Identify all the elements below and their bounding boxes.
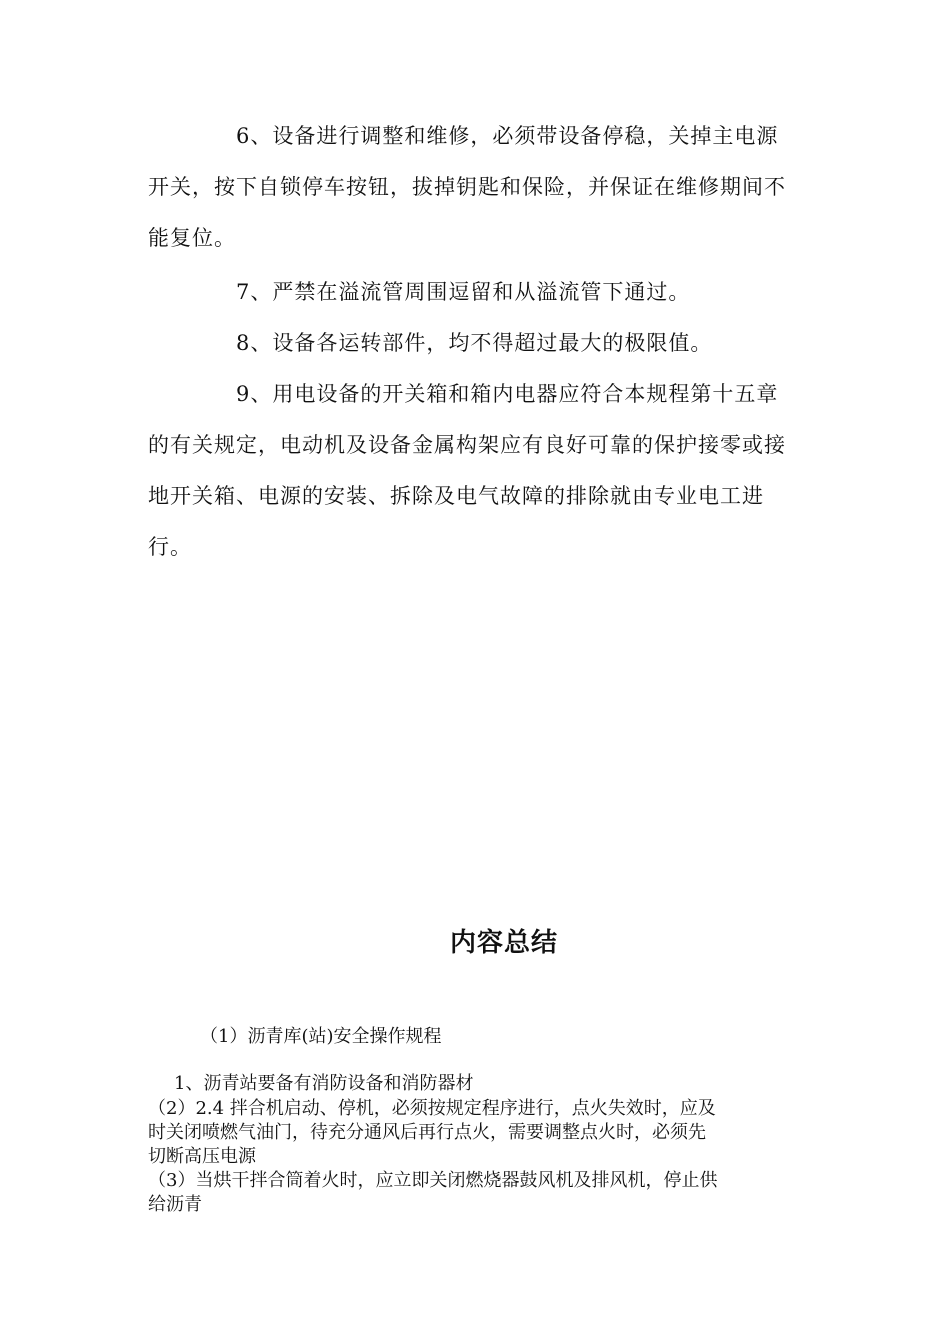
paragraph-line: 地开关箱、电源的安装、拆除及电气故障的排除就由专业电工进 (148, 484, 764, 508)
paragraph-line: 开关，按下自锁停车按钮，拔掉钥匙和保险，并保证在维修期间不 (148, 175, 786, 199)
summary-title: 内容总结 (449, 928, 558, 958)
body-paragraph-8 (148, 318, 804, 369)
line-text: 7、严禁在溢流管周围逗留和从溢流管下通过。 (236, 280, 691, 304)
paragraph-line (148, 369, 804, 420)
line-text: 6、设备进行调整和维修，必须带设备停稳，关掉主电源 (236, 124, 779, 148)
summary-line: 时关闭喷燃气油门，待充分通风后再行点火，需要调整点火时，必须先 (148, 1122, 706, 1143)
paragraph-line: 的有关规定，电动机及设备金属构架应有良好可靠的保护接零或接 (148, 433, 786, 457)
line-text: 9、用电设备的开关箱和箱内电器应符合本规程第十五章 (236, 382, 779, 406)
paragraph-line: 行。 (148, 535, 192, 559)
paragraph-line (148, 318, 804, 369)
line-text: 8、设备各运转部件，均不得超过最大的极限值。 (236, 331, 713, 355)
summary-line: （2）2.4 拌合机启动、停机，必须按规定程序进行，点火失效时，应及 (148, 1098, 716, 1119)
summary-line: 1、沥青站要备有消防设备和消防器材 (174, 1073, 474, 1094)
summary-line: 给沥青 (148, 1194, 202, 1215)
summary-line: （3）当烘干拌合筒着火时，应立即关闭燃烧器鼓风机及排风机，停止供 (148, 1170, 718, 1191)
paragraph-line (148, 111, 804, 162)
body-paragraph-6 (148, 111, 804, 264)
paragraph-line: 能复位。 (148, 226, 236, 250)
body-paragraph-7 (148, 267, 804, 318)
summary-line: （1）沥青库(站)安全操作规程 (200, 1026, 442, 1047)
paragraph-line (148, 267, 804, 318)
body-paragraph-9 (148, 369, 804, 573)
summary-line: 切断高压电源 (148, 1146, 256, 1167)
